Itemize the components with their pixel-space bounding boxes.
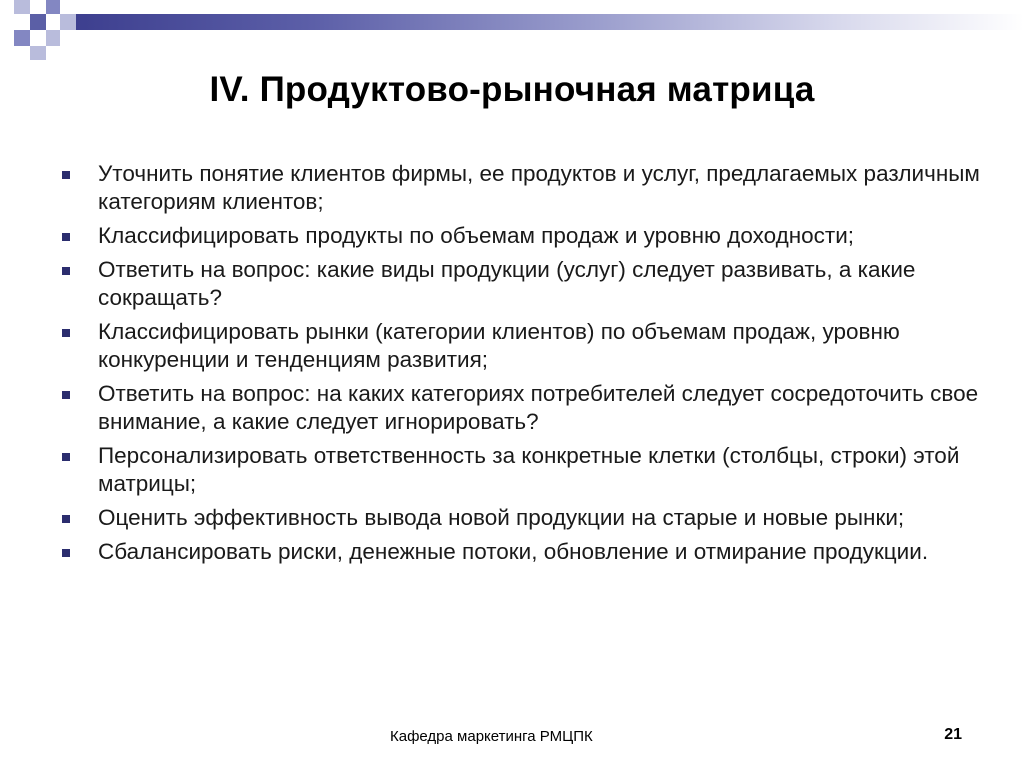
bullet-square-icon <box>62 549 70 557</box>
bullet-square-icon <box>62 233 70 241</box>
bullet-text: Классифицировать рынки (категории клиентов) по объемам продаж, уровню конкуренции и тенденциям развития; <box>98 319 900 372</box>
bullet-text: Классифицировать продукты по объемам продаж и уровню доходности; <box>98 223 855 248</box>
header-gradient-bar <box>76 14 1024 30</box>
list-item <box>60 380 980 436</box>
bullet-text: Уточнить понятие клиентов фирмы, ее продуктов и услуг, предлагаемых различным категориям клиентов; <box>98 161 980 214</box>
deco-square <box>30 14 46 30</box>
bullet-text: Персонализировать ответственность за конкретные клетки (столбцы, строки) этой матрицы; <box>98 443 960 496</box>
list-item <box>60 442 980 498</box>
bullet-text: Сбалансировать риски, денежные потоки, обновление и отмирание продукции. <box>98 539 929 564</box>
deco-square <box>14 30 30 46</box>
deco-square <box>46 30 60 46</box>
bullet-square-icon <box>62 329 70 337</box>
bullet-square-icon <box>62 453 70 461</box>
bullet-square-icon <box>62 515 70 523</box>
page-number: 21 <box>944 726 962 743</box>
bullet-text: Ответить на вопрос: на каких категориях потребителей следует сосредоточить свое внимание, а какие следует игнорировать? <box>98 381 979 434</box>
list-item <box>60 222 980 250</box>
list-item <box>60 160 980 216</box>
list-item <box>60 256 980 312</box>
bullet-square-icon <box>62 171 70 179</box>
bullet-square-icon <box>62 391 70 399</box>
footer-label: Кафедра маркетинга РМЦПК <box>390 728 593 745</box>
deco-square <box>30 46 46 60</box>
bullet-square-icon <box>62 267 70 275</box>
slide-title: IV. Продуктово-рыночная матрица <box>209 70 815 109</box>
deco-square <box>14 0 30 14</box>
bullet-text: Оценить эффективность вывода новой продукции на старые и новые рынки; <box>98 505 905 530</box>
list-item <box>60 504 980 532</box>
bullet-text: Ответить на вопрос: какие виды продукции (услуг) следует развивать, а какие сокращать? <box>98 257 916 310</box>
list-item <box>60 538 980 566</box>
deco-square <box>60 14 76 30</box>
bullet-list <box>60 160 980 572</box>
list-item <box>60 318 980 374</box>
deco-square <box>46 0 60 14</box>
